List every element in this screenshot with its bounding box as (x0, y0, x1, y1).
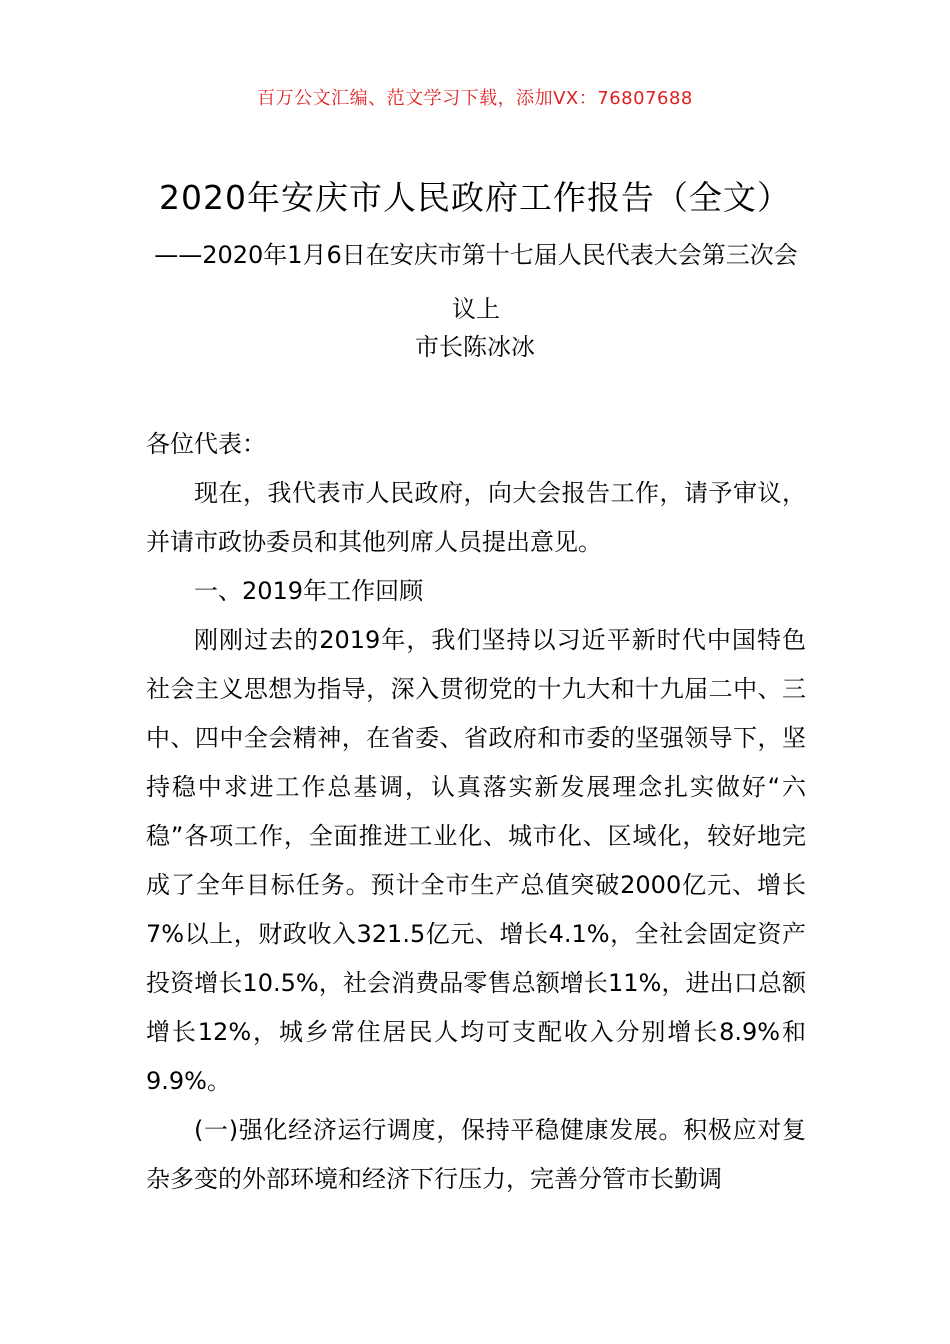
body-paragraph: (一)强化经济运行调度，保持平稳健康发展。积极应对复杂多变的外部环境和经济下行压力，完善分管市长勤调 (146, 1116, 806, 1193)
section-heading: 一、2019年工作回顾 (194, 577, 424, 605)
document-author: 市长陈冰冰 (415, 333, 535, 361)
document-body (146, 420, 806, 1204)
download-notice: 百万公文汇编、范文学习下载，添加VX：76807688 (257, 88, 693, 109)
document-subtitle: ——2020年1月6日在安庆市第十七届人民代表大会第三次会议上 (154, 241, 798, 323)
salutation: 各位代表： (146, 430, 266, 458)
body-paragraph: 刚刚过去的2019年，我们坚持以习近平新时代中国特色社会主义思想为指导，深入贯彻党的十九大和十九届二中、三中、四中全会精神，在省委、省政府和市委的坚强领导下，坚持稳中求进工作总基调，认真落实新发展理念扎实做好“六稳”各项工作，全面推进工业化、城市化、区域化，较好地完成了全年目标任务。预计全市生产总值突破2000亿元、增长7%以上，财政收入321.5亿元、增长4.1%，全社会固定资产投资增长10.5%，社会消费品零售总额增长11%，进出口总额增长12%，城乡常住居民人均可支配收入分别增长8.9%和9.9%。 (146, 626, 806, 1095)
document-title: 2020年安庆市人民政府工作报告（全文） (159, 178, 791, 217)
body-paragraph: 现在，我代表市人民政府，向大会报告工作，请予审议，并请市政协委员和其他列席人员提出意见。 (146, 479, 806, 556)
